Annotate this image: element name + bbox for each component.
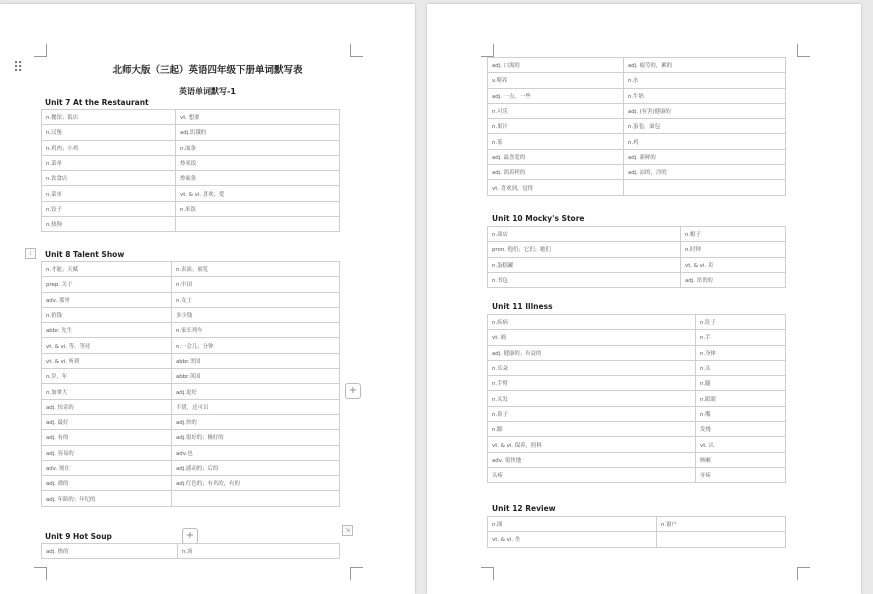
crop-mark (797, 44, 810, 57)
unit-10-word-table[interactable] (487, 226, 786, 288)
word-cell-right[interactable]: n.身体 (696, 345, 786, 360)
word-cell-right[interactable]: 多少钱 (172, 307, 340, 322)
table-row (488, 345, 786, 360)
table-row (488, 391, 786, 406)
unit-12-heading: Unit 12 Review (492, 504, 556, 513)
table-row (42, 369, 340, 384)
word-cell-left[interactable]: adv. 那里 (42, 292, 172, 307)
table-row (488, 149, 786, 164)
unit-7-word-table[interactable] (41, 109, 340, 232)
table-row (42, 399, 340, 414)
word-cell-right[interactable]: adj. 凉的，冷的 (624, 165, 786, 180)
word-cell-right[interactable]: adj.红色的；有名的，有的 (172, 476, 340, 491)
word-cell-right[interactable]: n.手 (696, 330, 786, 345)
word-cell-right[interactable]: n.水 (624, 73, 786, 88)
unit-12-word-table[interactable] (487, 516, 786, 548)
table-row (42, 338, 340, 353)
document-page-2 (427, 4, 861, 594)
add-row-button[interactable]: + (182, 528, 198, 544)
crop-mark (797, 567, 810, 580)
table-row (488, 88, 786, 103)
crop-mark (34, 44, 47, 57)
word-cell-left[interactable]: adj. 最好 (42, 414, 172, 429)
word-cell-left[interactable]: vt. & vi. 保养，照料 (488, 437, 696, 452)
word-cell-right[interactable]: n.帽子 (681, 227, 786, 242)
table-row (42, 491, 340, 506)
word-cell-right[interactable] (624, 180, 786, 195)
table-row (42, 460, 340, 475)
word-cell-left[interactable]: n.饮食店 (42, 171, 176, 186)
word-cell-right[interactable]: n.头 (696, 360, 786, 375)
word-cell-right[interactable]: n.面条 (176, 140, 340, 155)
word-cell-right[interactable]: n.一会儿；分钟 (172, 338, 340, 353)
document-subtitle: 英语单词默写-1 (179, 87, 236, 96)
word-cell-right[interactable]: adj.快的 (172, 414, 340, 429)
table-row (488, 452, 786, 467)
word-cell-right[interactable]: n.窗户 (657, 517, 786, 532)
table-row (42, 292, 340, 307)
word-cell-right[interactable]: n.肚子 (696, 315, 786, 330)
word-cell-left[interactable]: n.疾病 (488, 315, 696, 330)
table-row (488, 119, 786, 134)
word-cell-right[interactable]: adj. 昂贵的 (681, 272, 786, 287)
word-cell-left[interactable]: n.饺子 (42, 201, 176, 216)
word-cell-left[interactable]: adv. 现在 (42, 460, 172, 475)
word-cell-right[interactable]: adj. 新鲜的 (624, 149, 786, 164)
word-cell-right[interactable]: 炒米饭 (176, 155, 340, 170)
table-row (488, 165, 786, 180)
word-cell-left[interactable]: n.岁，年 (42, 369, 172, 384)
unit-11-heading: Unit 11 Illness (492, 302, 553, 311)
table-move-handle-icon[interactable]: ⠿ (13, 60, 24, 76)
table-row (488, 257, 786, 272)
word-cell-left[interactable]: adj. 漂的 (42, 476, 172, 491)
table-row (488, 227, 786, 242)
word-cell-right[interactable]: adj.感动的；后的 (172, 460, 340, 475)
table-row (42, 445, 340, 460)
table-row (42, 414, 340, 429)
table-row (42, 155, 340, 170)
word-cell-left[interactable]: n.耳朵 (488, 360, 696, 375)
word-cell-right[interactable]: n.腿 (696, 376, 786, 391)
crop-mark (350, 44, 363, 57)
word-cell-right[interactable]: n.女士 (172, 292, 340, 307)
crop-mark (34, 567, 47, 580)
unit-8-heading: Unit 8 Talent Show (45, 250, 125, 259)
table-row (488, 467, 786, 482)
word-cell-right[interactable] (172, 491, 340, 506)
word-cell-left[interactable]: n.才能；天赋 (42, 262, 172, 277)
table-row (42, 476, 340, 491)
unit-9-heading: Unit 9 Hot Soup (45, 532, 112, 541)
table-row (42, 171, 340, 186)
table-row (42, 217, 340, 232)
table-row (488, 103, 786, 118)
word-cell-left[interactable]: n.图 (488, 517, 657, 532)
table-row (42, 307, 340, 322)
word-cell-right[interactable]: abbr.英国 (172, 369, 340, 384)
word-cell-left[interactable]: n.商店 (488, 227, 681, 242)
table-row (488, 242, 786, 257)
word-cell-left[interactable]: n.热狗 (42, 217, 176, 232)
word-cell-left[interactable]: vt. 喜欢到，觉得 (488, 180, 624, 195)
word-cell-left[interactable]: prep. 关于 (42, 277, 172, 292)
word-cell-left[interactable]: n.汉堡 (42, 125, 176, 140)
word-cell-left[interactable]: adj. 有的 (42, 430, 172, 445)
word-cell-left[interactable]: pron. 他们；它们；她们 (488, 242, 681, 257)
word-cell-left[interactable]: adj. 口渴的 (488, 58, 624, 73)
unit-7-heading: Unit 7 At the Restaurant (45, 98, 149, 107)
table-row (42, 430, 340, 445)
table-row (488, 272, 786, 287)
word-cell-left[interactable]: adj. 容易的 (42, 445, 172, 460)
table-row (488, 360, 786, 375)
unit-10-heading: Unit 10 Mocky's Store (492, 214, 585, 223)
word-cell-right[interactable]: n.中国 (172, 277, 340, 292)
word-cell-right[interactable] (176, 217, 340, 232)
table-row (42, 384, 340, 399)
word-cell-right[interactable] (657, 532, 786, 547)
word-cell-left[interactable]: vt. & vi. 等，等待 (42, 338, 172, 353)
table-move-handle[interactable]: ⁞ (25, 248, 36, 259)
word-cell-left[interactable]: v.喂养 (488, 73, 624, 88)
table-row (42, 201, 340, 216)
table-row (42, 140, 340, 155)
word-cell-left[interactable]: n.书包 (488, 272, 681, 287)
word-cell-right[interactable]: n.表演；展览 (172, 262, 340, 277)
word-cell-left[interactable]: abbr. 先生 (42, 323, 172, 338)
table-row (488, 422, 786, 437)
table-row (488, 517, 786, 532)
crop-mark (350, 567, 363, 580)
word-cell-left[interactable]: 头疼 (488, 467, 696, 482)
word-cell-right[interactable]: adj. (有害)健康的 (624, 103, 786, 118)
word-cell-right[interactable]: n.眼睛 (696, 391, 786, 406)
word-cell-left[interactable]: adj. 一点，一些 (488, 88, 624, 103)
table-row (42, 125, 340, 140)
word-cell-right[interactable]: n.家长列车 (172, 323, 340, 338)
table-row (42, 186, 340, 201)
unit-9-word-table-continued[interactable] (487, 57, 786, 196)
table-row (42, 353, 340, 368)
word-cell-left[interactable]: n.价钱 (42, 307, 172, 322)
word-cell-left[interactable]: adj. 最喜爱的 (488, 149, 624, 164)
table-row (42, 323, 340, 338)
word-cell-right[interactable]: adj. 疲劳的，累的 (624, 58, 786, 73)
table-row (488, 437, 786, 452)
word-cell-right[interactable]: 发烧 (696, 422, 786, 437)
word-cell-right[interactable]: adj.饥饿的 (176, 125, 340, 140)
word-cell-right[interactable]: n.牛奶 (624, 88, 786, 103)
table-row (42, 262, 340, 277)
word-cell-right[interactable]: n.时钟 (681, 242, 786, 257)
word-cell-left[interactable]: n.茶 (488, 134, 624, 149)
table-row (42, 277, 340, 292)
add-row-button[interactable]: + (345, 383, 361, 399)
word-cell-right[interactable]: vt. & vi. 喜欢；爱 (176, 186, 340, 201)
document-title: 北师大版（三起）英语四年级下册单词默写表 (112, 65, 303, 76)
table-row (488, 180, 786, 195)
table-row (488, 406, 786, 421)
word-cell-right[interactable]: adv.也 (172, 445, 340, 460)
word-cell-right[interactable]: vt. 认 (696, 437, 786, 452)
table-row (488, 58, 786, 73)
table-resize-handle[interactable]: ⇲ (342, 525, 353, 536)
crop-mark (481, 567, 494, 580)
table-row (488, 532, 786, 547)
unit-9-word-table[interactable] (41, 543, 340, 559)
word-cell-left[interactable]: n.餐馆；饭店 (42, 110, 176, 125)
word-cell-right[interactable]: n.鸡 (624, 134, 786, 149)
word-cell-right[interactable]: 炒面条 (176, 171, 340, 186)
word-cell-left[interactable]: n.手臂 (488, 376, 696, 391)
word-cell-left[interactable]: adj. 渴着样的 (488, 165, 624, 180)
word-cell-left[interactable]: adv. 很快地 (488, 452, 696, 467)
word-cell-right[interactable]: n.米饭 (176, 201, 340, 216)
word-cell-right[interactable]: 咳嗽 (696, 452, 786, 467)
table-row (488, 73, 786, 88)
word-cell-left[interactable]: n.鸡肉；小鸡 (42, 140, 176, 155)
word-cell-left[interactable]: n.鼻子 (488, 406, 696, 421)
word-cell-left[interactable]: vt. & vi. 听到 (42, 353, 172, 368)
word-cell-right[interactable]: adj.更好 (172, 384, 340, 399)
word-cell-left[interactable]: n.加拿大 (42, 384, 172, 399)
word-cell-right[interactable]: abbr.美国 (172, 353, 340, 368)
word-cell-left[interactable]: n.蛋糕罐 (488, 257, 681, 272)
word-cell-left[interactable]: n.菜单 (42, 186, 176, 201)
word-cell-left[interactable]: adj. 年龄的；年纪的 (42, 491, 172, 506)
word-cell-left[interactable]: adj. 健康的；有益的 (488, 345, 696, 360)
word-cell-right[interactable]: adj.很好的；极好的 (172, 430, 340, 445)
word-cell-right[interactable]: vt. & vi. 卖 (681, 257, 786, 272)
word-cell-right[interactable]: 不错，还可以 (172, 399, 340, 414)
document-page-1 (0, 4, 415, 594)
crop-mark (481, 44, 494, 57)
table-row (488, 330, 786, 345)
word-cell-right[interactable]: n.汤 (178, 544, 340, 559)
word-cell-left[interactable]: adj. 热的 (42, 544, 178, 559)
word-cell-right[interactable]: 牙疼 (696, 467, 786, 482)
word-cell-left[interactable]: vt. & vi. 坐 (488, 532, 657, 547)
word-cell-left[interactable]: n.脚 (488, 422, 696, 437)
word-cell-left[interactable]: vt. 痛 (488, 330, 696, 345)
unit-11-word-table[interactable] (487, 314, 786, 483)
word-cell-left[interactable]: n.菜单 (42, 155, 176, 170)
word-cell-left[interactable]: n.果汁 (488, 119, 624, 134)
table-row (488, 315, 786, 330)
unit-8-word-table[interactable] (41, 261, 340, 507)
word-cell-right[interactable]: vt. 想要 (176, 110, 340, 125)
table-row (42, 110, 340, 125)
word-cell-left[interactable]: adj. 惊奇的 (42, 399, 172, 414)
word-cell-left[interactable]: n.可乐 (488, 103, 624, 118)
word-cell-right[interactable]: n.蛋卷，面包 (624, 119, 786, 134)
word-cell-right[interactable]: n.嘴 (696, 406, 786, 421)
table-row (488, 134, 786, 149)
table-row (42, 544, 340, 559)
table-row (488, 376, 786, 391)
word-cell-left[interactable]: n.头发 (488, 391, 696, 406)
